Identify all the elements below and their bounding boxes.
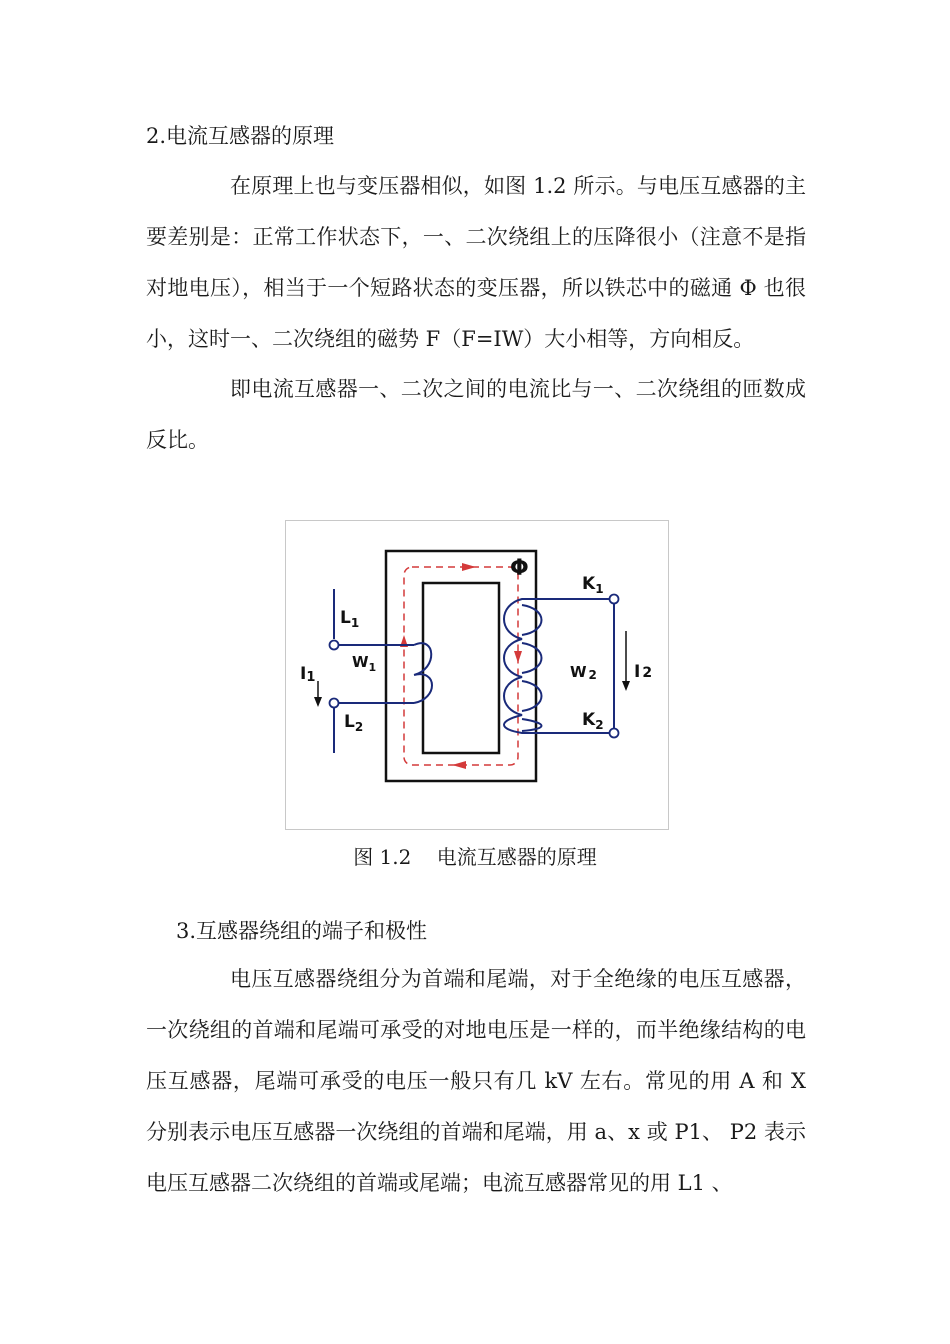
flux-arrow-bottom [452, 761, 466, 769]
terminal-L1 [330, 641, 339, 650]
section-2-paragraph-2: 即电流互感器一、二次之间的电流比与一、二次绕组的匝数成反比。 [146, 377, 806, 452]
section-3-heading: 3.互感器绕组的端子和极性 [176, 919, 428, 943]
diagram-svg [286, 521, 670, 831]
K1-label: $K_1$ [582, 574, 604, 596]
core-window-outline [423, 583, 499, 753]
figure-caption: 图 1.2 电流互感器的原理 [353, 845, 597, 869]
I2-label: I 2 [634, 662, 653, 682]
I2-arrow-head [622, 681, 630, 691]
secondary-winding-loops [522, 605, 542, 731]
core-outer-outline [386, 551, 536, 781]
W1-label: $W_1$ [352, 653, 377, 674]
terminal-K2 [610, 729, 619, 738]
terminal-L2 [330, 699, 339, 708]
section-3-paragraph: 电压互感器绕组分为首端和尾端，对于全绝缘的电压互感器，一次绕组的首端和尾端可承受的对地电压是一样的，而半绝缘结构的电压互感器，尾端可承受的电压一般只有几 kV 左右。常见的用 A 和 X 分别表示电压互感器一次绕组的首端和尾端，用 a、x 或 P1、 P2 表示电压互感器二次绕组的首端或尾端；电流互感器常见的用 L1 、 [146, 967, 806, 1195]
L2-label: $L_2$ [344, 712, 364, 734]
terminal-K1 [610, 595, 619, 604]
I1-arrow-head [314, 697, 322, 707]
L1-label: $L_1$ [340, 608, 360, 630]
flux-path [404, 567, 518, 765]
secondary-winding-W2 [504, 599, 614, 733]
flux-arrow-top [462, 563, 476, 571]
phi-label: Φ [510, 556, 529, 581]
W2-label: W 2 [570, 663, 597, 682]
current-transformer-diagram [285, 520, 669, 830]
K2-label: $K_2$ [582, 710, 604, 732]
section-2-paragraph-1: 在原理上也与变压器相似，如图 1.2 所示。与电压互感器的主要差别是：正常工作状态下，一、二次绕组上的压降很小（注意不是指对地电压），相当于一个短路状态的变压器，所以铁芯中的磁通 Φ 也很小，这时一、二次绕组的磁势 F（F=IW）大小相等，方向相反。 [146, 174, 806, 351]
I1-label: I1 [300, 664, 316, 685]
section-2-heading: 2.电流互感器的原理 [146, 124, 335, 148]
flux-arrow-right [514, 651, 522, 663]
